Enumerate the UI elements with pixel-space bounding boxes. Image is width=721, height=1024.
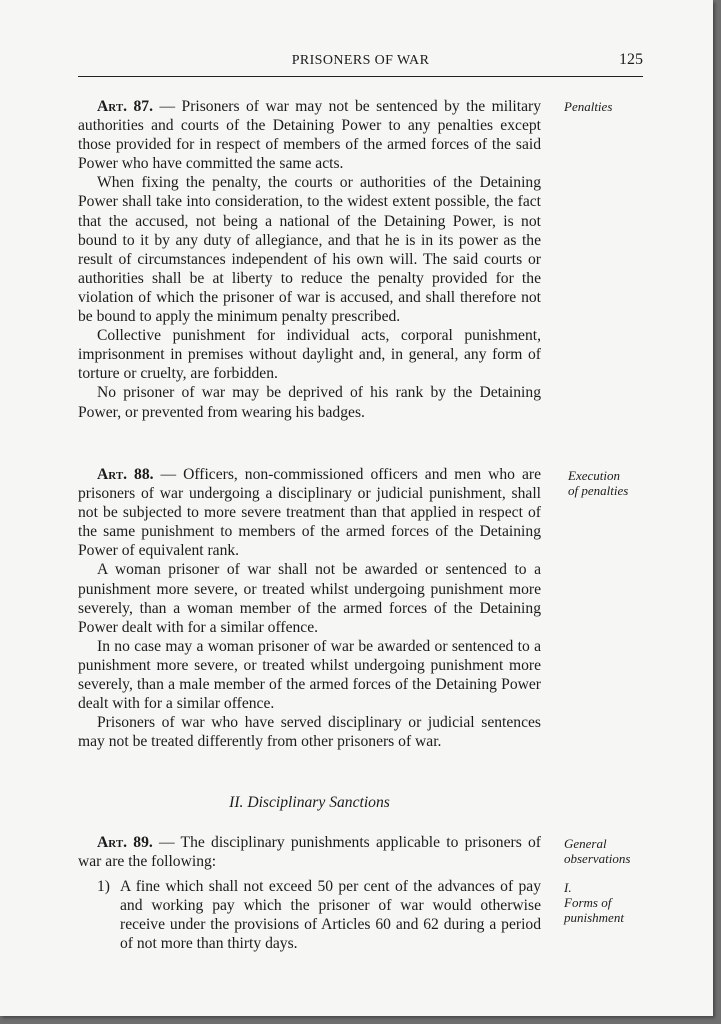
page-number: 125 (619, 51, 643, 68)
article-88-intro: — Officers, non-commissioned officers and men who are prisoners of war undergoing a disciplinary or judicial punishment, shall not be subjected to more severe treatment than that applied in respect of the same punishment to members of the armed forces of the Detaining Power of equivalent rank. (78, 466, 542, 560)
article-89-para-1 (78, 833, 541, 871)
article-87-para-1 (78, 97, 541, 173)
margin-note-forms-line-1: I. (564, 880, 572, 895)
article-87-para-3: Collective punishment for individual acts, corporal punishment, imprisonment in premises without daylight and, in general, any form of torture or cruelty, are forbidden. (78, 327, 541, 383)
article-89-intro: — The disciplinary punishments applicable to prisoners of war are the following: (78, 834, 541, 871)
margin-note-execution-of-penalties (568, 468, 668, 498)
page-header (78, 50, 643, 77)
margin-note-penalties: Penalties (564, 99, 613, 114)
article-88-para-3: In no case may a woman prisoner of war be awarded or sentenced to a punishment more severe, or treated whilst undergoing punishment more severely, than a male member of the armed forces of the Detaining Power dealt with for a similar offence. (78, 637, 541, 713)
article-87 (78, 97, 541, 422)
article-87-label: Art. 87. (97, 98, 154, 115)
article-89-list-item-1 (78, 877, 541, 953)
margin-note-forms-line-2: Forms of (564, 895, 612, 910)
margin-note-forms-line-3: punishment (564, 910, 624, 925)
list-item-text: A fine which shall not exceed 50 per cent of the advances of pay and working pay which the prisoner of war would otherwise receive under the provisions of Articles 60 and 62 during a period of not more than thirty days. (120, 878, 541, 953)
article-88 (78, 465, 541, 751)
running-title: PRISONERS OF WAR (291, 53, 430, 68)
article-87-para-4: No prisoner of war may be deprived of his rank by the Detaining Power, or prevented from wearing his badges. (78, 384, 541, 421)
article-89-label: Art. 89. (97, 834, 153, 851)
article-88-para-1 (78, 465, 541, 560)
margin-note-execution-line-2: of penalties (568, 483, 629, 498)
article-89 (78, 833, 541, 954)
margin-note-general-line-2: observations (564, 851, 631, 866)
article-87-intro: — Prisoners of war may not be sentenced by the military authorities and courts of the Detaining Power to any penalties except those provided for in respect of members of the armed forces of the said Power who have committed the same acts. (78, 98, 541, 173)
margin-note-forms-of-punishment (564, 880, 664, 925)
margin-note-general-line-1: General (564, 836, 607, 851)
article-88-label: Art. 88. (97, 466, 154, 483)
article-87-para-2: When fixing the penalty, the courts or authorities of the Detaining Power shall take into consideration, to the widest extent possible, the fact that the accused, not being a national of the Detaining Power, is not bound to it by any duty of allegiance, and that he is in its power as the result of circumstances independent of his own will. The said courts or authorities shall be at liberty to reduce the penalty provided for the violation of which the prisoner of war is accused, and shall therefore not be bound to apply the minimum penalty prescribed. (78, 174, 541, 326)
section-heading: II. Disciplinary Sanctions (229, 794, 390, 811)
margin-note-execution-line-1: Execution (568, 468, 620, 483)
article-88-para-2: A woman prisoner of war shall not be awarded or sentenced to a punishment more severe, or treated whilst undergoing punishment more severely, than a woman member of the armed forces of the Detaining Power dealt with for a similar offence. (78, 561, 541, 636)
margin-note-general-observations (564, 836, 664, 866)
article-88-para-4: Prisoners of war who have served disciplinary or judicial sentences may not be treated differently from other prisoners of war. (78, 714, 541, 751)
list-item-number: 1) (97, 878, 110, 896)
